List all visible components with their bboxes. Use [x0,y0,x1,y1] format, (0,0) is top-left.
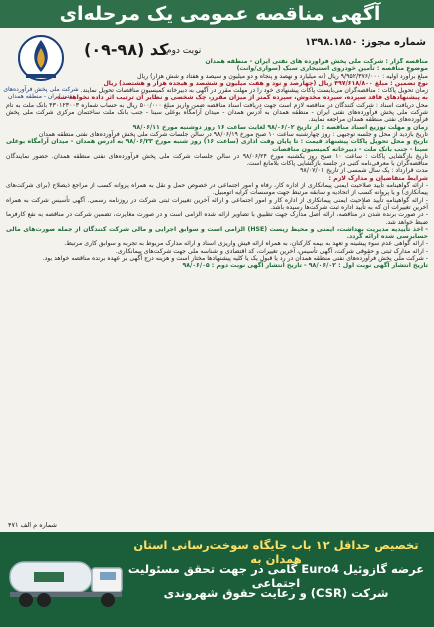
requirement-item: - ارائه گواهینامه تأیید صلاحیت ایمنی پیمانکاری از اداره کار و امور اجتماعی و ارائه آخرین تغییرات ثبتی شرکت در روزنامه رسمی. آگهی تأسیس شرکت به همراه آخرین تغییرات آن که به تأیید اداره ثبت شرکت‌ها رسیده باشد. [6,196,428,211]
banner-line-2: عرضه گازوئیل Euro4 گامی در جهت تحقق مسئولیت اجتماعی [127,562,425,590]
fuel-tanker-icon [4,540,129,620]
reference-number: شماره م الف ۴۷۱ [8,521,57,529]
submission-date-line: تاریخ و محل تحویل پاکات پیشنهاد قیمت : تا پایان وقت اداری (ساعت ۱۶) روز شنبه مورخ ۹۸/۰۶/۲۳ به آدرس همدان - میدان آرامگاه بوعلی سینا - جنب بانک ملت - دبیرخانه کمیسیون مناقصات [6,138,428,153]
license-number: شماره مجوز: ۱۳۹۸.۱۸۵۰ [305,37,426,48]
requirement-item: - ارائه گواهینامه تأیید صلاحیت ایمنی پیمانکاری از اداره کار، رفاه و امور اجتماعی در خصوص حمل و نقل به همراه پروانه کسب از مراجع ذیصلاح (برای شرکت‌های پیمانکاری) و یا پروانه کسب از اتحادیه و سابقه مرتبط جهت موسسات کرایه اتومبیل. [6,182,428,197]
publication-round: نوبت دوم [166,46,202,56]
subject-line: موضوع مناقصه : تأمین خودروی استیجاری سبک (سواری/وانت) [236,65,428,73]
requirements-heading: شرایط متقاضیان و مدارک لازم : [328,174,428,182]
estimate-line: مبلغ برآورد اولیه : ۹/۹۵۲/۳۷۶/۰۰۰ ریال (نه میلیارد و نهصد و پنجاه و دو میلیون و سیصد و هفتاد و شش هزار) ریال [137,72,428,80]
distribution-period-line: زمان و مهلت توزیع اسناد مناقصه : از تاریخ ۹۸/۰۶/۰۲ لغایت ساعت ۱۶ روز دوشنبه مورخ ۹۸/۰۶/۱۱ [132,123,428,131]
site-visit-line: تاریخ بازدید از محل و جلسه توجیهی : روز چهارشنبه ساعت ۱۰ صبح مورخ ۹۸/۰۶/۱۹ در سالن جلسات شرکت ملی پخش فرآورده‌های نفتی منطقه همدان [38,130,428,138]
requirement-item: - اخذ تأییدیه مدیریت بهداشت، ایمنی و محیط زیست (HSE) الزامی است و سوابق اجرایی و مالی شرکت کنندگان از جمله صورت‌های مالی حسابرسی شده ارائه گردد. [6,225,428,241]
publication-dates-line: تاریخ انتشار آگهی نوبت اول : ۹۸/۰۶/۰۲ - تاریخ انتشار آگهی نوبت دوم : ۹۸/۰۶/۰۵ [182,262,428,270]
banner-line-1: تخصیص حداقل ۱۲ باب جایگاه سوخت‌رسانی استان همدان به [133,538,419,566]
notice-title: آگهی مناقصه عمومی یک مرحله‌ای [59,3,381,25]
tenderer-line: مناقصه گزار : شرکت ملی پخش فرآورده های نفتی ایران - منطقه همدان [205,58,428,65]
notice-body [6,58,428,518]
deposit-warning-line: به پیشنهادهای فاقد سپرده، سپرده مخدوش، سپرده کمتر از میزان مقرر، چک شخصی و نظایر آن ترتیب اثر داده نخواهد شد. [54,94,428,102]
requirement-item: - شرکت ملی پخش فرآورده‌های نفتی منطقه همدان در رد یا قبول یک یا کلیه پیشنهادها مختار است و هزینه درج آگهی بر عهده برنده مناقصه خواهد بود. [42,255,428,263]
opening-date-line: تاریخ بازگشایی پاکات : ساعت ۱۰ صبح روز یکشنبه مورخ ۹۸/۰۶/۲۴ در سالن جلسات شرکت ملی پخش فرآورده‌های نفتی منطقه همدان. حضور نمایندگان مناقصه‌گران با معرفی‌نامه کتبی در جلسه بازگشایی پاکات بلامانع است. [6,152,428,168]
banner-line-3: شرکت (CSR) و رعایت حقوق شهروندی [163,586,389,600]
documents-location-line: محل دریافت اسناد : شرکت کنندگان در مناقصه لازم است جهت دریافت اسناد مناقصه ضمن واریز مبلغ ۵۰۰/۰۰۰ ریال به حساب شماره ۴۳۰۱۲۳۰۰۳ بانک ملت به نام شرکت ملی پخش فرآورده‌های نفتی ایران - منطقه همدان به آدرس همدان - میدان آرامگاه بوعلی سینا - جنب بانک ملت ساختمان مرکزی شرکت ملی پخش فرآورده‌های نفتی منطقه همدان مراجعه نمایند. [6,101,428,124]
guarantee-line: نوع تضمین : مبلغ ۴۹۷/۶۱۸/۸۰۰ ریال (چهارصد و نود و هفت میلیون و ششصد و هیجده هزار و هشتصد) ریال [103,79,428,87]
requirement-item: - در صورت برنده شدن در مناقصه، ارائه اصل مدارک جهت تطبیق با تصاویر ارائه شده الزامی است و در صورت مغایرت، تضمین شرکت در مناقصه به نفع کارفرما ضبط خواهد شد. [6,211,428,226]
contract-period-line: مدت قرارداد : یک سال شمسی از تاریخ ۹۸/۰۷/۰۱ [300,167,428,175]
tender-code: کد (۹۸-۰۹) [84,40,169,59]
requirement-item: - ارائه گواهی عدم سوء پیشینه و تعهد به بیمه کارکنان، به همراه ارائه فیش واریزی اسناد و ارائه مدارک مربوط به تجربه و سوابق کاری مرتبط. [64,240,428,248]
logo-caption: شرکت ملی پخش فرآورده‌های نفتی ایران - منطقه همدان [3,86,79,100]
requirement-item: - ارائه مدارک ثبتی و حقوقی شرکت، آگهی تأسیس، آخرین تغییرات، کد اقتصادی و شناسه ملی جهت شرکت‌های پیمانکاری. [115,247,428,255]
envelope-delivery-line: زمان تحویل پاکات : مناقصه‌گران می‌بایست پاکات پیشنهادی خود را در مهلت مقرر در آگهی به دبیرخانه کمیسیون مناقصات تحویل نمایند. [80,87,428,95]
